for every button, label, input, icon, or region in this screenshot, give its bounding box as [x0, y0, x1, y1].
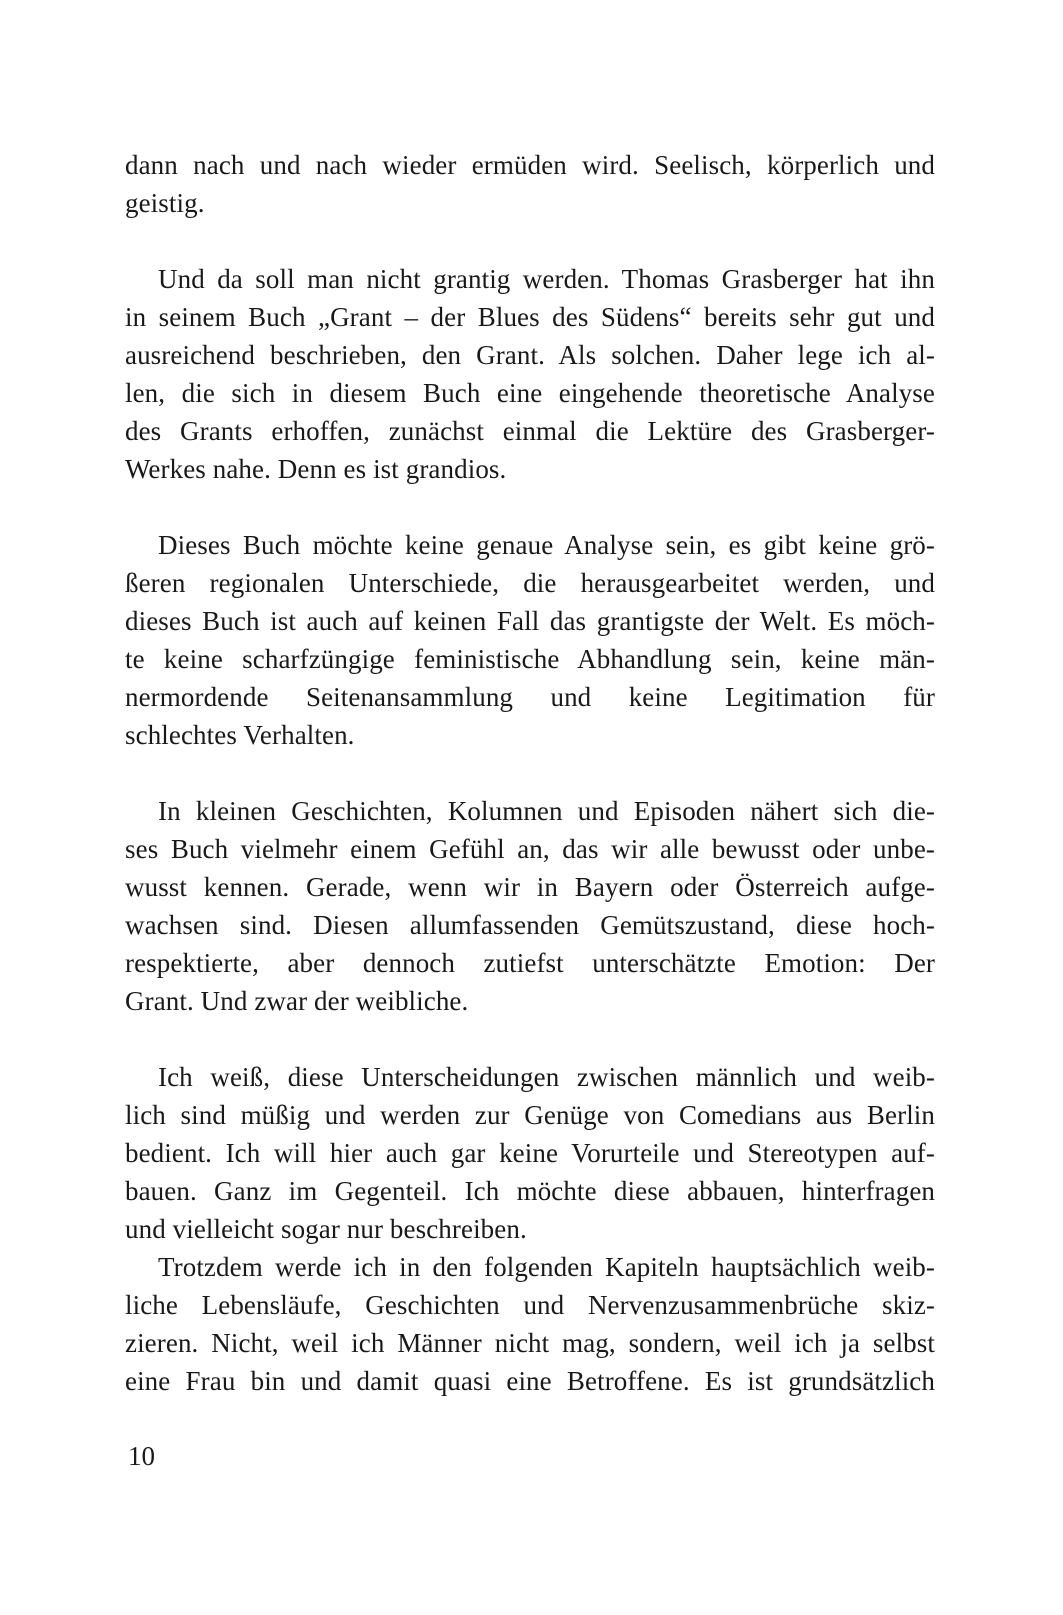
paragraph: [125, 146, 935, 222]
text-line: in seinem Buch „Grant – der Blues des Südens“ bereits sehr gut und: [125, 302, 935, 332]
text-line: zieren. Nicht, weil ich Männer nicht mag, sondern, weil ich ja selbst: [125, 1328, 935, 1358]
text-line: respektierte, aber dennoch zutiefst unterschätzte Emotion: Der: [125, 948, 935, 978]
text-line: Grant. Und zwar der weibliche.: [125, 986, 469, 1016]
text-line: ßeren regionalen Unterschiede, die herausgearbeitet werden, und: [125, 568, 935, 598]
text-line: Werkes nahe. Denn es ist grandios.: [125, 454, 507, 484]
paragraph: [125, 1248, 935, 1400]
paragraph: [125, 1058, 935, 1248]
text-line: liche Lebensläufe, Geschichten und Nervenzusammenbrüche skiz-: [125, 1290, 935, 1320]
text-line: Trotzdem werde ich in den folgenden Kapiteln hauptsächlich weib-: [158, 1252, 935, 1282]
text-line: nermordende Seitenansammlung und keine Legitimation für: [125, 682, 935, 712]
text-line: dieses Buch ist auch auf keinen Fall das grantigste der Welt. Es möch-: [125, 606, 935, 636]
text-line: lich sind müßig und werden zur Genüge von Comedians aus Berlin: [125, 1100, 935, 1130]
text-line: Und da soll man nicht grantig werden. Thomas Grasberger hat ihn: [158, 264, 935, 294]
text-line: wusst kennen. Gerade, wenn wir in Bayern oder Österreich aufge-: [125, 872, 935, 902]
text-line: In kleinen Geschichten, Kolumnen und Episoden nähert sich die-: [158, 796, 935, 826]
text-line: Dieses Buch möchte keine genaue Analyse sein, es gibt keine grö-: [158, 530, 935, 560]
text-line: ses Buch vielmehr einem Gefühl an, das wir alle bewusst oder unbe-: [125, 834, 935, 864]
paragraph: [125, 260, 935, 488]
text-line: eine Frau bin und damit quasi eine Betroffene. Es ist grundsätzlich: [125, 1366, 935, 1396]
text-line: Ich weiß, diese Unterscheidungen zwischen männlich und weib-: [158, 1062, 935, 1092]
paragraph: [125, 526, 935, 754]
body-text: [125, 146, 935, 1400]
text-line: bauen. Ganz im Gegenteil. Ich möchte diese abbauen, hinterfragen: [125, 1176, 935, 1206]
paragraph: [125, 792, 935, 1020]
text-line: und vielleicht sogar nur beschreiben.: [125, 1214, 527, 1244]
text-line: schlechtes Verhalten.: [125, 720, 355, 750]
text-line: geistig.: [125, 188, 205, 218]
text-line: des Grants erhoffen, zunächst einmal die Lektüre des Grasberger-: [125, 416, 935, 446]
page-number: 10: [128, 1441, 155, 1471]
text-line: bedient. Ich will hier auch gar keine Vorurteile und Stereotypen auf-: [125, 1138, 935, 1168]
text-line: dann nach und nach wieder ermüden wird. Seelisch, körperlich und: [125, 150, 935, 180]
text-line: wachsen sind. Diesen allumfassenden Gemütszustand, diese hoch-: [125, 910, 935, 940]
text-line: te keine scharfzüngige feministische Abhandlung sein, keine män-: [125, 644, 935, 674]
text-line: ausreichend beschrieben, den Grant. Als solchen. Daher lege ich al-: [125, 340, 935, 370]
text-line: len, die sich in diesem Buch eine eingehende theoretische Analyse: [125, 378, 935, 408]
